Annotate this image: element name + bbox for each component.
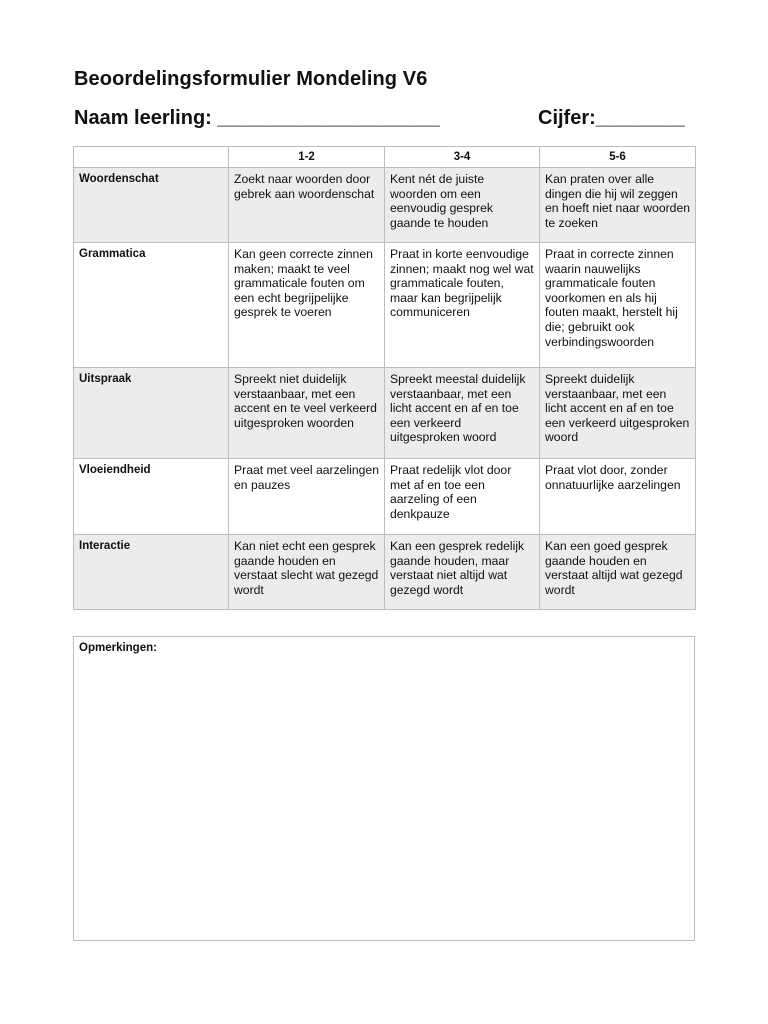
descriptor-cell: Praat vlot door, zonder onnatuurlijke aarzelingen [540, 459, 696, 535]
header-score-3-4: 3-4 [385, 147, 540, 168]
descriptor-cell: Praat met veel aarzelingen en pauzes [229, 459, 385, 535]
rubric-row-interactie [74, 535, 696, 610]
rubric-row-uitspraak [74, 368, 696, 459]
header-empty [74, 147, 229, 168]
remarks-label: Opmerkingen: [79, 642, 157, 654]
criterion-label: Uitspraak [74, 368, 229, 459]
descriptor-cell: Spreekt meestal duidelijk verstaanbaar, met een licht accent en af en toe een verkeerd uitgesproken woord [385, 368, 540, 459]
descriptor-cell: Spreekt duidelijk verstaanbaar, met een licht accent en af en toe een verkeerd uitgesproken woord [540, 368, 696, 459]
criterion-label: Woordenschat [74, 168, 229, 243]
rubric-header-row [74, 147, 696, 168]
rubric-row-woordenschat [74, 168, 696, 243]
descriptor-cell: Kan niet echt een gesprek gaande houden en verstaat slecht wat gezegd wordt [229, 535, 385, 610]
descriptor-cell: Kan geen correcte zinnen maken; maakt te veel grammaticale fouten om een echt begrijpelijke gesprek te voeren [229, 243, 385, 368]
rubric-row-vloeiendheid [74, 459, 696, 535]
header-score-1-2: 1-2 [229, 147, 385, 168]
header-score-5-6: 5-6 [540, 147, 696, 168]
student-name-field: Naam leerling: ____________________ [74, 107, 440, 129]
rubric-row-grammatica [74, 243, 696, 368]
descriptor-cell: Praat in korte eenvoudige zinnen; maakt nog wel wat grammaticale fouten, maar kan begrijpelijk communiceren [385, 243, 540, 368]
descriptor-cell: Praat redelijk vlot door met af en toe een aarzeling of een denkpauze [385, 459, 540, 535]
form-title: Beoordelingsformulier Mondeling V6 [74, 68, 428, 90]
rubric-table [73, 146, 696, 610]
descriptor-cell: Kan een gesprek redelijk gaande houden, maar verstaat niet altijd wat gezegd wordt [385, 535, 540, 610]
descriptor-cell: Kent nét de juiste woorden om een eenvoudig gesprek gaande te houden [385, 168, 540, 243]
descriptor-cell: Spreekt niet duidelijk verstaanbaar, met een accent en te veel verkeerd uitgesproken woorden [229, 368, 385, 459]
criterion-label: Grammatica [74, 243, 229, 368]
grade-field: Cijfer:________ [538, 107, 685, 129]
remarks-box[interactable] [73, 636, 695, 941]
descriptor-cell: Kan een goed gesprek gaande houden en verstaat altijd wat gezegd wordt [540, 535, 696, 610]
descriptor-cell: Zoekt naar woorden door gebrek aan woordenschat [229, 168, 385, 243]
criterion-label: Vloeiendheid [74, 459, 229, 535]
criterion-label: Interactie [74, 535, 229, 610]
descriptor-cell: Kan praten over alle dingen die hij wil zeggen en hoeft niet naar woorden te zoeken [540, 168, 696, 243]
descriptor-cell: Praat in correcte zinnen waarin nauwelijks grammaticale fouten voorkomen en als hij fouten maakt, herstelt hij die; gebruikt ook verbindingswoorden [540, 243, 696, 368]
